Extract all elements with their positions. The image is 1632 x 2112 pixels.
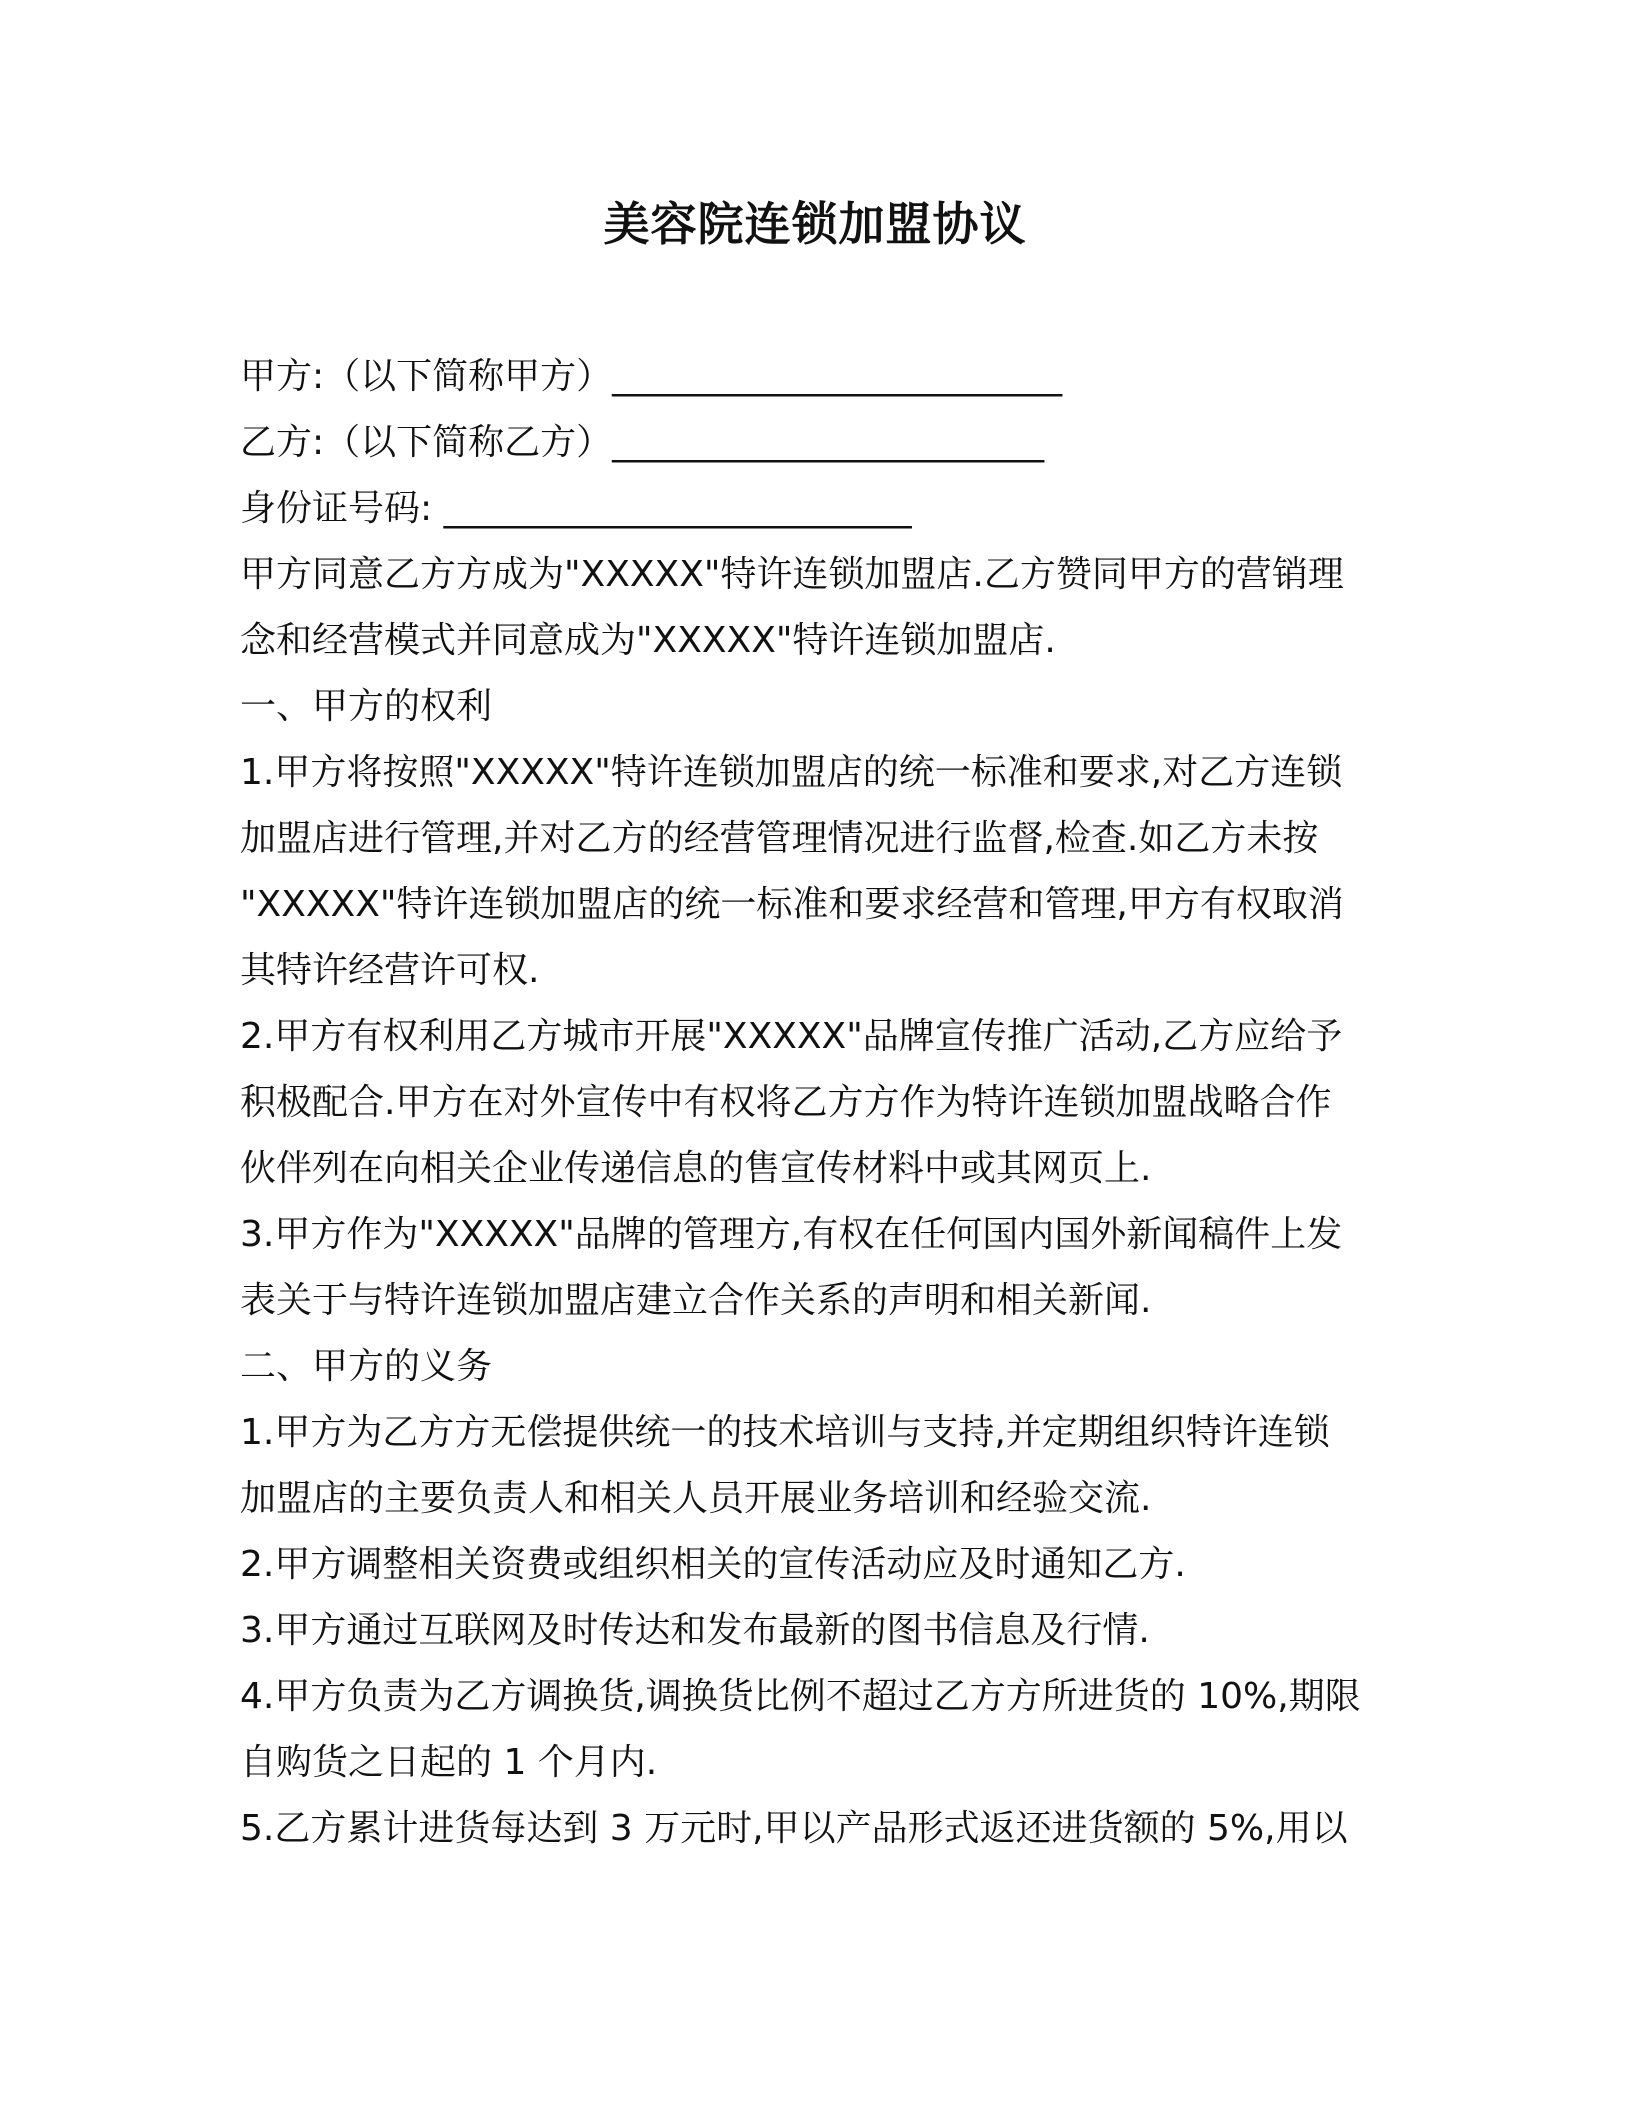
paragraph-line: 自购货之日起的 1 个月内. <box>240 1742 658 1783</box>
paragraph-line: 2.甲方调整相关资费或组织相关的宣传活动应及时通知乙方. <box>240 1544 1186 1585</box>
paragraph-line: 2.甲方有权利用乙方城市开展"XXXXX"品牌宣传推广活动,乙方应给予 <box>240 1016 1343 1057</box>
section-heading: 二、甲方的义务 <box>240 1346 493 1387</box>
paragraph-line: 1.甲方为乙方方无偿提供统一的技术培训与支持,并定期组织特许连锁 <box>240 1412 1330 1453</box>
paragraph-line: 4.甲方负责为乙方调换货,调换货比例不超过乙方方所进货的 10%,期限 <box>240 1676 1361 1717</box>
document-page <box>240 0 1390 2112</box>
party-a-line: 甲方:（以下简称甲方）_________________________ <box>240 356 1063 397</box>
paragraph-line: 甲方同意乙方方成为"XXXXX"特许连锁加盟店.乙方赞同甲方的营销理 <box>240 554 1344 595</box>
paragraph-line: 其特许经营许可权. <box>240 950 540 991</box>
paragraph-line: 5.乙方累计进货每达到 3 万元时,甲以产品形式返还进货额的 5%,用以 <box>240 1808 1348 1849</box>
paragraph-line: 加盟店的主要负责人和相关人员开展业务培训和经验交流. <box>240 1478 1152 1519</box>
paragraph-line: 3.甲方作为"XXXXX"品牌的管理方,有权在任何国内国外新闻稿件上发 <box>240 1214 1343 1255</box>
party-b-line: 乙方:（以下简称乙方）________________________ <box>240 422 1045 463</box>
section-heading: 一、甲方的权利 <box>240 686 493 727</box>
paragraph-line: 加盟店进行管理,并对乙方的经营管理情况进行监督,检查.如乙方未按 <box>240 818 1319 859</box>
document-title: 美容院连锁加盟协议 <box>603 197 1027 251</box>
paragraph-line: 伙伴列在向相关企业传递信息的售宣传材料中或其网页上. <box>240 1148 1152 1189</box>
paragraph-line: 表关于与特许连锁加盟店建立合作关系的声明和相关新闻. <box>240 1280 1152 1321</box>
id-number-line: 身份证号码: __________________________ <box>240 488 912 529</box>
paragraph-line: 1.甲方将按照"XXXXX"特许连锁加盟店的统一标准和要求,对乙方连锁 <box>240 752 1343 793</box>
paragraph-line: 念和经营模式并同意成为"XXXXX"特许连锁加盟店. <box>240 620 1056 661</box>
paragraph-line: 3.甲方通过互联网及时传达和发布最新的图书信息及行情. <box>240 1610 1150 1651</box>
paragraph-line: "XXXXX"特许连锁加盟店的统一标准和要求经营和管理,甲方有权取消 <box>240 884 1344 925</box>
paragraph-line: 积极配合.甲方在对外宣传中有权将乙方方作为特许连锁加盟战略合作 <box>240 1082 1332 1123</box>
